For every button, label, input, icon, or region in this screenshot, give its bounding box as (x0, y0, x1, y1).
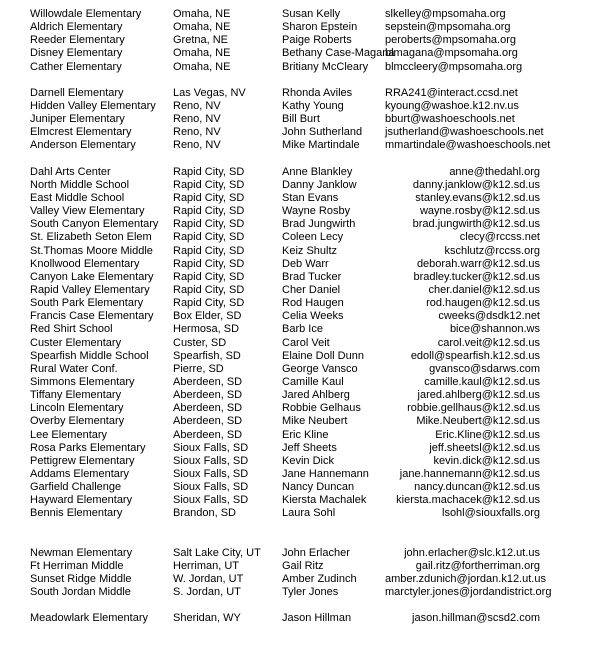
contact-name: Jared Ahlberg (282, 389, 350, 402)
contact-name: Cher Daniel (282, 283, 341, 296)
contact-row (0, 34, 612, 47)
email-address: sepstein@mpsomaha.org (385, 21, 511, 34)
city-state: Rapid City, SD (173, 283, 245, 296)
contact-row (0, 166, 612, 179)
contact-name: Barb Ice (282, 323, 323, 336)
contact-row (0, 192, 612, 205)
school-name: Hayward Elementary (30, 494, 133, 507)
email-address: gvansco@sdarws.com (429, 362, 540, 375)
city-state: Rapid City, SD (173, 270, 245, 283)
contact-name: George Vansco (282, 362, 358, 375)
contact-name: Sharon Epstein (282, 21, 358, 34)
contact-name: Anne Blankley (282, 165, 353, 178)
city-state: Rapid City, SD (173, 257, 245, 270)
city-state: Pierre, SD (173, 362, 224, 375)
contact-group (0, 166, 612, 521)
contact-group (0, 612, 612, 625)
email-address: kiersta.machacek@k12.sd.us (396, 494, 540, 507)
contact-name: Susan Kelly (282, 8, 341, 20)
school-name: Juniper Elementary (30, 113, 125, 126)
email-address: camille.kaul@k12.sd.us (424, 375, 540, 388)
contact-name: Kiersta Machalek (282, 494, 367, 507)
contact-group (0, 87, 612, 153)
email-address: bice@shannon.ws (449, 323, 540, 336)
contact-row (0, 350, 612, 363)
email-address: danny.janklow@k12.sd.us (412, 178, 540, 191)
school-name: Meadowlark Elementary (30, 612, 148, 625)
city-state: Sioux Falls, SD (173, 494, 249, 507)
city-state: Sheridan, WY (173, 612, 241, 625)
city-state: Herriman, UT (173, 559, 240, 572)
email-address: marctyler.jones@jordandistrict.org (385, 586, 552, 599)
email-address: jason.hillman@scsd2.com (412, 612, 540, 625)
school-name: Dahl Arts Center (30, 165, 111, 178)
contact-row (0, 507, 612, 520)
school-name: Custer Elementary (30, 336, 122, 349)
group-spacer (0, 153, 612, 166)
contact-name: John Erlacher (282, 546, 350, 559)
city-state: Aberdeen, SD (173, 375, 243, 388)
group-spacer (0, 520, 612, 546)
contact-row (0, 415, 612, 428)
contact-name: Camille Kaul (282, 375, 344, 388)
school-name: Newman Elementary (30, 546, 133, 559)
contact-row (0, 573, 612, 586)
contact-name: Rhonda Aviles (282, 86, 353, 99)
contact-row (0, 586, 612, 599)
school-name: Lee Elementary (30, 428, 108, 441)
contact-name: Rod Haugen (282, 297, 344, 310)
contact-row (0, 547, 612, 560)
school-name: Anderson Elementary (30, 139, 136, 152)
email-address: jsutherland@washoeschools.net (385, 126, 544, 139)
contact-row (0, 442, 612, 455)
school-name: Rosa Parks Elementary (30, 441, 146, 454)
email-address: carol.veit@k12.sd.us (437, 336, 540, 349)
contact-name: Jane Hannemann (282, 467, 369, 480)
contact-name: Eric Kline (282, 428, 329, 441)
email-address: jared.ahlberg@k12.sd.us (417, 389, 540, 402)
email-address: deborah.warr@k12.sd.us (416, 257, 540, 270)
contact-row (0, 8, 612, 21)
city-state: Rapid City, SD (173, 178, 245, 191)
contact-row (0, 560, 612, 573)
city-state: Hermosa, SD (173, 323, 240, 336)
email-address: mmartindale@washoeschools.net (385, 139, 551, 152)
contact-row (0, 429, 612, 442)
email-address: Mike.Neubert@k12.sd.us (416, 415, 540, 428)
city-state: Reno, NV (173, 99, 221, 112)
city-state: Spearfish, SD (173, 349, 241, 362)
city-state: Rapid City, SD (173, 218, 245, 231)
contact-name: Coleen Lecy (282, 231, 344, 244)
school-name: North Middle School (30, 178, 130, 191)
email-address: Eric.Kline@k12.sd.us (435, 428, 540, 441)
contact-name: Paige Roberts (282, 34, 352, 47)
school-name: Tiffany Elementary (30, 389, 122, 402)
city-state: Sioux Falls, SD (173, 441, 249, 454)
email-address: edoll@spearfish.k12.sd.us (410, 349, 540, 362)
school-name: Hidden Valley Elementary (30, 99, 156, 112)
contact-name: Bethany Case-Magana (282, 47, 395, 60)
contact-row (0, 21, 612, 34)
contact-name: Mike Neubert (282, 415, 348, 428)
email-address: brad.jungwirth@k12.sd.us (412, 218, 540, 231)
school-name: Rural Water Conf. (30, 362, 118, 375)
email-address: blmagana@mpsomaha.org (385, 47, 518, 60)
school-name: Ft Herriman Middle (30, 559, 124, 572)
city-state: Rapid City, SD (173, 231, 245, 244)
contact-name: Tyler Jones (282, 586, 339, 599)
email-address: kevin.dick@k12.sd.us (433, 454, 540, 467)
group-spacer (0, 74, 612, 87)
city-state: W. Jordan, UT (173, 573, 244, 586)
contact-row (0, 47, 612, 60)
city-state: Box Elder, SD (173, 310, 242, 323)
school-name: Francis Case Elementary (30, 310, 154, 323)
contact-name: Deb Warr (282, 257, 329, 270)
school-name: Willowdale Elementary (30, 8, 142, 20)
contact-row (0, 179, 612, 192)
school-name: Pettigrew Elementary (30, 454, 135, 467)
contact-name: Jeff Sheets (282, 441, 337, 454)
contact-row (0, 271, 612, 284)
contact-row (0, 323, 612, 336)
school-name: South Jordan Middle (30, 586, 131, 599)
contact-row (0, 61, 612, 74)
email-address: amber.zdunich@jordan.k12.ut.us (385, 573, 546, 586)
contact-group (0, 547, 612, 600)
contact-name: Keiz Shultz (282, 244, 338, 257)
contact-row (0, 100, 612, 113)
city-state: Omaha, NE (173, 60, 231, 73)
city-state: Reno, NV (173, 126, 221, 139)
contact-name: Amber Zudinch (282, 573, 357, 586)
city-state: Omaha, NE (173, 8, 231, 20)
email-address: kschlutz@rccss.org (444, 244, 540, 257)
contact-row (0, 297, 612, 310)
email-address: clecy@rccss.net (459, 231, 540, 244)
contact-name: Laura Sohl (282, 507, 336, 520)
school-name: Simmons Elementary (30, 375, 135, 388)
contact-row (0, 310, 612, 323)
email-address: bradley.tucker@k12.sd.us (413, 270, 540, 283)
contact-name: Elaine Doll Dunn (282, 349, 364, 362)
contact-name: Kathy Young (282, 99, 344, 112)
email-address: blmccleery@mpsomaha.org (385, 60, 523, 73)
contact-name: Nancy Duncan (282, 481, 355, 494)
contact-name: Carol Veit (282, 336, 330, 349)
contact-row (0, 258, 612, 271)
school-name: Overby Elementary (30, 415, 125, 428)
email-address: jane.hannemann@k12.sd.us (399, 467, 540, 480)
email-address: stanley.evans@k12.sd.us (415, 191, 540, 204)
school-name: Sunset Ridge Middle (30, 573, 132, 586)
city-state: Brandon, SD (173, 507, 236, 520)
email-address: gail.ritz@fortherriman.org (415, 559, 540, 572)
email-address: robbie.gellhaus@k12.sd.us (407, 402, 540, 415)
school-name: Darnell Elementary (30, 86, 124, 99)
contact-row (0, 376, 612, 389)
contact-row (0, 455, 612, 468)
email-address: peroberts@mpsomaha.org (385, 34, 517, 47)
city-state: Reno, NV (173, 113, 221, 126)
city-state: Salt Lake City, UT (173, 546, 261, 559)
email-address: bburt@washoeschools.net (385, 113, 515, 126)
school-name: Spearfish Middle School (30, 349, 149, 362)
contact-row (0, 402, 612, 415)
school-name: East Middle School (30, 191, 125, 204)
city-state: Sioux Falls, SD (173, 454, 249, 467)
school-name: South Park Elementary (30, 297, 144, 310)
school-name: Knollwood Elementary (30, 257, 140, 270)
contact-name: Brad Tucker (282, 270, 342, 283)
contact-row (0, 284, 612, 297)
email-address: kyoung@washoe.k12.nv.us (385, 99, 519, 112)
city-state: S. Jordan, UT (173, 586, 241, 599)
city-state: Rapid City, SD (173, 165, 245, 178)
city-state: Aberdeen, SD (173, 428, 243, 441)
contact-row (0, 363, 612, 376)
city-state: Rapid City, SD (173, 297, 245, 310)
contact-row (0, 245, 612, 258)
contact-name: Mike Martindale (282, 139, 360, 152)
email-address: wayne.rosby@k12.sd.us (419, 205, 540, 218)
contact-name: Bill Burt (282, 113, 320, 126)
contact-name: Brad Jungwirth (282, 218, 356, 231)
city-state: Aberdeen, SD (173, 415, 243, 428)
email-address: nancy.duncan@k12.sd.us (414, 481, 540, 494)
contact-row (0, 337, 612, 350)
contact-name: John Sutherland (282, 126, 363, 139)
school-name: St.Thomas Moore Middle (30, 244, 153, 257)
city-state: Custer, SD (173, 336, 227, 349)
contact-row (0, 205, 612, 218)
school-name: Disney Elementary (30, 47, 123, 60)
contact-name: Kevin Dick (282, 454, 334, 467)
school-name: Lincoln Elementary (30, 402, 124, 415)
contact-row (0, 113, 612, 126)
school-name: Valley View Elementary (30, 205, 145, 218)
contact-name: Robbie Gelhaus (282, 402, 361, 415)
contact-name: Jason Hillman (282, 612, 352, 625)
school-name: St. Elizabeth Seton Elem (30, 231, 152, 244)
city-state: Gretna, NE (173, 34, 229, 47)
city-state: Aberdeen, SD (173, 402, 243, 415)
school-name: Rapid Valley Elementary (30, 283, 150, 296)
contact-row (0, 87, 612, 100)
city-state: Reno, NV (173, 139, 221, 152)
contact-row (0, 218, 612, 231)
contact-row (0, 481, 612, 494)
school-name: South Canyon Elementary (30, 218, 159, 231)
email-address: lsohl@siouxfalls.org (442, 507, 540, 520)
contact-row (0, 612, 612, 625)
email-address: jeff.sheetsl@k12.sd.us (429, 441, 540, 454)
contact-row (0, 139, 612, 152)
email-address: rod.haugen@k12.sd.us (426, 297, 540, 310)
school-name: Canyon Lake Elementary (30, 270, 154, 283)
school-name: Garfield Challenge (30, 481, 122, 494)
city-state: Sioux Falls, SD (173, 481, 249, 494)
city-state: Rapid City, SD (173, 205, 245, 218)
contact-name: Danny Janklow (282, 178, 357, 191)
contact-row (0, 231, 612, 244)
contact-group (0, 8, 612, 74)
city-state: Aberdeen, SD (173, 389, 243, 402)
contact-name: Britiany McCleary (282, 60, 369, 73)
email-address: john.erlacher@slc.k12.ut.us (404, 546, 540, 559)
email-address: slkelley@mpsomaha.org (385, 8, 506, 20)
city-state: Las Vegas, NV (173, 86, 246, 99)
contact-row (0, 126, 612, 139)
school-name: Bennis Elementary (30, 507, 123, 520)
contact-row (0, 468, 612, 481)
city-state: Rapid City, SD (173, 244, 245, 257)
email-address: cweeks@dsdk12.net (438, 310, 540, 323)
city-state: Rapid City, SD (173, 191, 245, 204)
school-name: Reeder Elementary (30, 34, 125, 47)
contact-name: Celia Weeks (282, 310, 344, 323)
contact-row (0, 494, 612, 507)
email-address: cher.daniel@k12.sd.us (428, 283, 540, 296)
city-state: Omaha, NE (173, 47, 231, 60)
group-spacer (0, 599, 612, 612)
email-address: anne@thedahl.org (449, 165, 540, 178)
city-state: Omaha, NE (173, 21, 231, 34)
contact-name: Gail Ritz (282, 559, 324, 572)
school-name: Elmcrest Elementary (30, 126, 132, 139)
contact-name: Wayne Rosby (282, 205, 351, 218)
school-name: Red Shirt School (30, 323, 113, 336)
school-name: Aldrich Elementary (30, 21, 123, 34)
contact-row (0, 389, 612, 402)
email-address: RRA241@interact.ccsd.net (385, 86, 518, 99)
city-state: Sioux Falls, SD (173, 467, 249, 480)
school-name: Cather Elementary (30, 60, 122, 73)
contact-name: Stan Evans (282, 191, 339, 204)
school-name: Addams Elementary (30, 467, 130, 480)
